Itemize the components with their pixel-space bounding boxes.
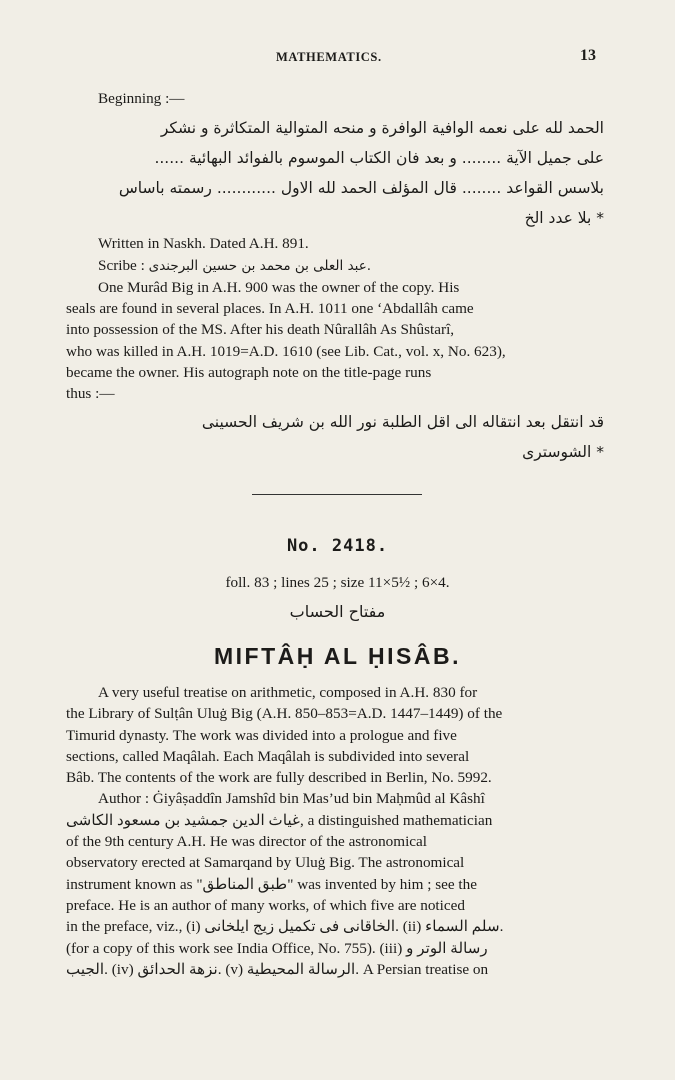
beginning-label: Beginning :— [98,90,185,107]
beginning-arabic-line-4: * بلا عدد الخ [524,209,604,228]
scribe-arabic: عبد العلی بن محمد بن حسين البرجندی. [148,257,372,274]
body-line: sections, called Maqâlah. Each Maqâlah is subdivided into several [66,747,470,765]
beginning-arabic-line-2: علی جميل الآية ........ و بعد فان الكتاب الموسوم بالفوائد البهائية ...... [154,149,604,168]
author-line: Author : Ġiyâṣaddîn Jamshîd bin Mas’ud bin Maḥmûd al Kâshî [98,790,485,808]
paragraph-line: One Murâd Big in A.H. 900 was the owner of the copy. His [98,278,460,296]
body-line: instrument known as "طبق المناطق" was invented by him ; see the [66,875,477,893]
running-title: MATHEMATICS. [276,50,382,64]
body-line: of the 9th century A.H. He was director of the astronomical [66,833,428,851]
body-line: Timurid dynasty. The work was divided into a prologue and five [66,726,457,744]
body-line: preface. He is an author of many works, of which five are noticed [66,896,465,914]
previous-entry [66,88,604,467]
arabic-title: مفتاح الحساب [289,602,386,621]
section-divider [252,494,422,495]
scribe-label: Scribe : [98,256,145,274]
page-number: 13 [580,47,596,64]
body-line: غياث الدين جمشيد بن مسعود الكاشی, a distinguished mathematician [66,811,493,829]
body-line: الجيب. (iv) نزهة الحدائق. (v) الرسالة المحيطية. A Persian treatise on [66,960,489,978]
body-line: A very useful treatise on arithmetic, composed in A.H. 830 for [98,684,478,701]
written-note: Written in Naskh. Dated A.H. 891. [98,235,309,253]
beginning-arabic-line-1: الحمد لله علی نعمه الوافية الوافرة و منحه المتوالية المتكاثرة و نشكر [160,119,604,138]
body-line: (for a copy of this work see India Office, No. 755). (iii) رسالة الوتر و [66,939,488,957]
paragraph-line: into possession of the MS. After his death Nûrallâh As Shûstarî, [66,321,455,339]
scribe-line [66,255,604,277]
folio-info: foll. 83 ; lines 25 ; size 11×5½ ; 6×4. [225,574,450,591]
body-line: the Library of Sulṭân Uluġ Big (A.H. 850–853=A.D. 1447–1449) of the [66,705,503,723]
paragraph-line: became the owner. His autograph note on the title-page runs [66,364,432,382]
entry-number: No. 2418. [286,536,389,556]
paragraph-line: thus :— [66,385,115,403]
body-line: observatory erected at Samarqand by Uluġ Big. The astronomical [66,854,465,872]
paragraph-line: seals are found in several places. In A.H. 1011 one ‘Abdallâh came [66,300,474,318]
beginning-arabic-line-3: بلاسس القواعد ........ قال المؤلف الحمد لله الاول ............ رسمته باساس [118,179,604,198]
autograph-arabic-line-1: قد انتقل بعد انتقاله الی اقل الطلبة نور الله بن شريف الحسينی [201,412,604,431]
body-line: in the preface, viz., (i) الخاقانی فی تكميل زيج ايلخانی. (ii) سلم السماء. [66,918,504,936]
entry-description [66,682,604,980]
running-header [0,47,675,70]
paragraph-line: who was killed in A.H. 1019=A.D. 1610 (see Lib. Cat., vol. x, No. 623), [66,342,506,360]
body-line: Bâb. The contents of the work are fully described in Berlin, No. 5992. [66,769,492,787]
autograph-arabic-line-2: * الشوستری [522,442,604,461]
entry-title: MIFTÂḤ AL ḤISÂB. [214,643,461,669]
ownership-paragraph [66,277,604,405]
